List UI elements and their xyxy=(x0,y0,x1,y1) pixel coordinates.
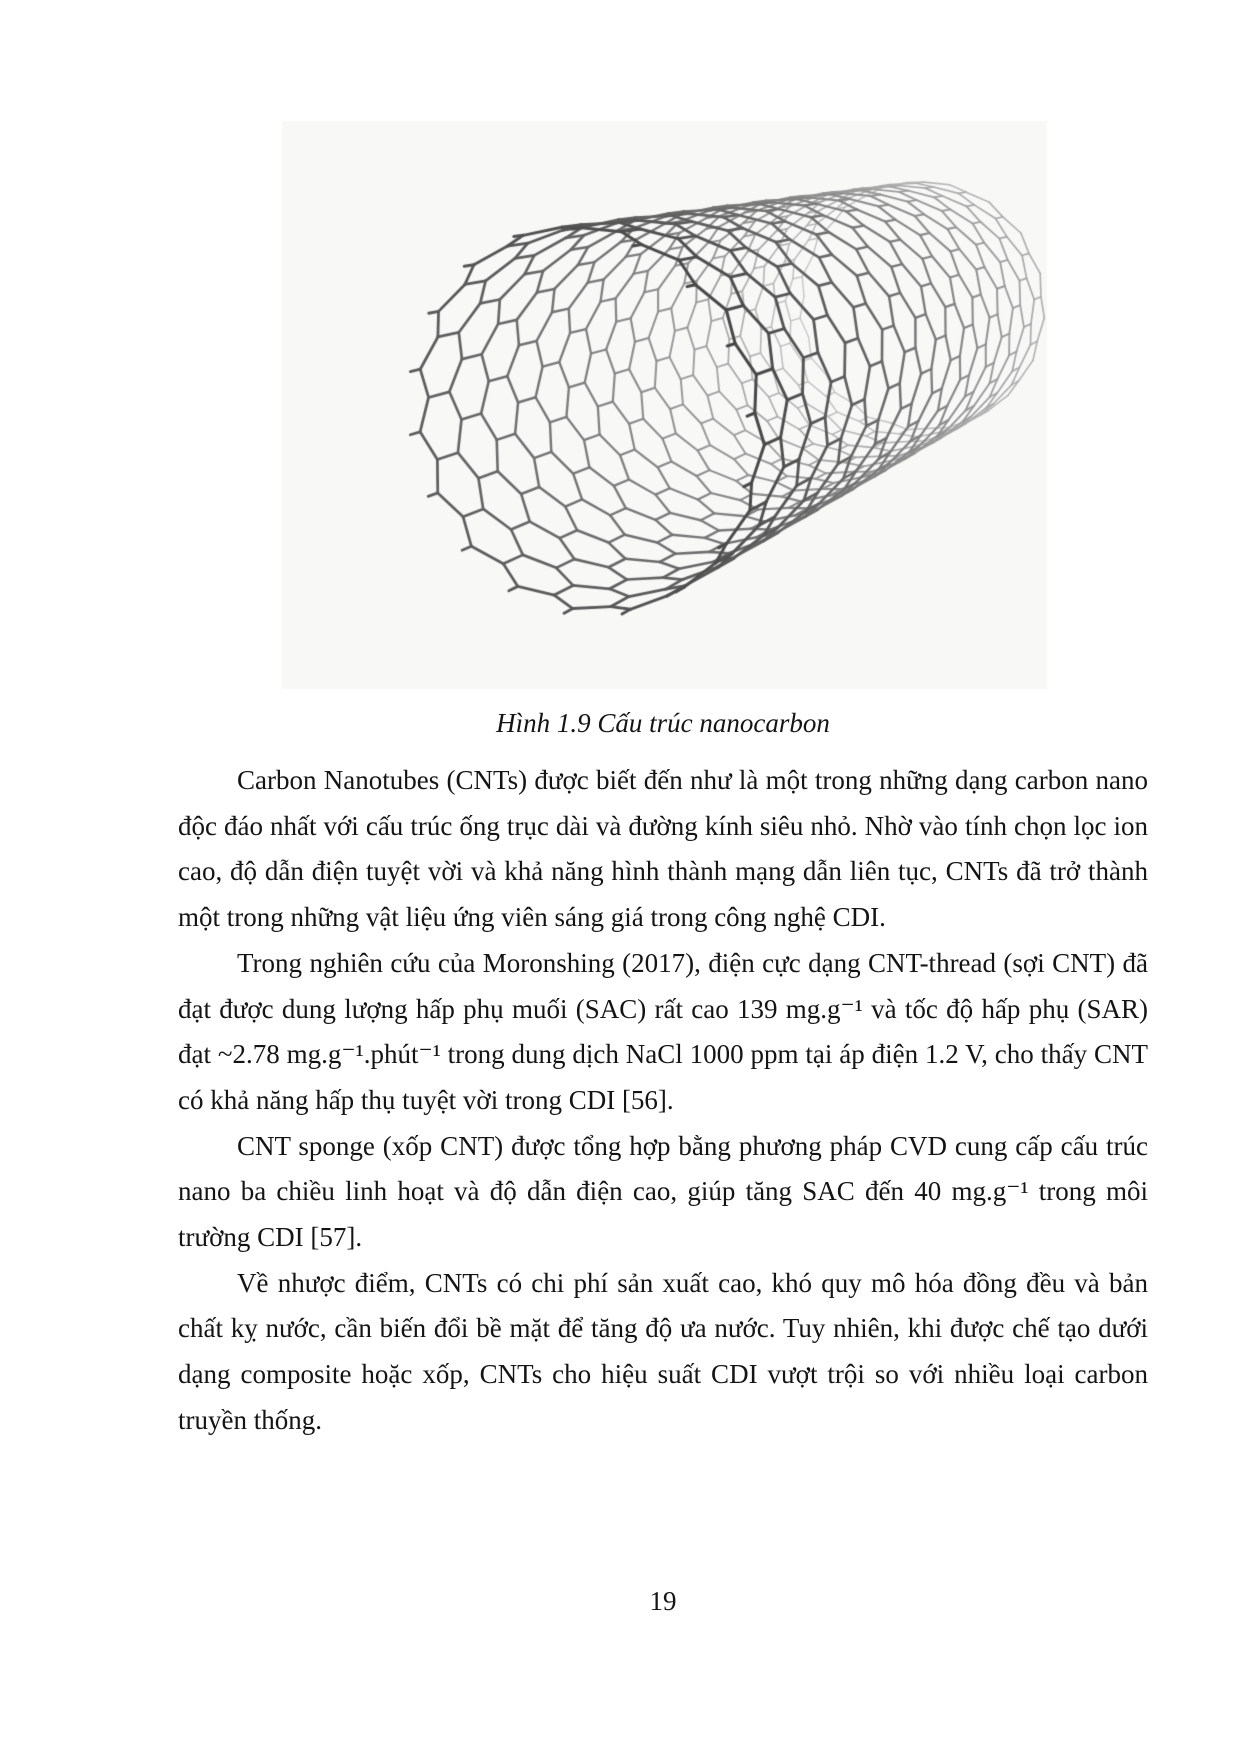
paragraph-cnt-sponge: CNT sponge (xốp CNT) được tổng hợp bằng phương pháp CVD cung cấp cấu trúc nano ba chiều linh hoạt và độ dẫn điện cao, giúp tăng SAC đến 40 mg.g⁻¹ trong môi trường CDI [57]. xyxy=(178,1130,1148,1253)
paragraph-cnt-intro: Carbon Nanotubes (CNTs) được biết đến như là một trong những dạng carbon nano độc đáo nhất với cấu trúc ống trục dài và đường kính siêu nhỏ. Nhờ vào tính chọn lọc ion cao, độ dẫn điện tuyệt vời và khả năng hình thành mạng dẫn liên tục, CNTs đã trở thành một trong những vật liệu ứng viên sáng giá trong công nghệ CDI. xyxy=(178,765,1148,933)
body-text xyxy=(178,758,1148,1444)
paragraph-cnt-drawbacks: Về nhược điểm, CNTs có chi phí sản xuất cao, khó quy mô hóa đồng đều và bản chất kỵ nước, cần biến đổi bề mặt để tăng độ ưa nước. Tuy nhiên, khi được chế tạo dưới dạng composite hoặc xốp, CNTs cho hiệu suất CDI vượt trội so với nhiều loại carbon truyền thống. xyxy=(178,1267,1148,1435)
carbon-nanotube-image xyxy=(282,121,1047,689)
figure-caption: Hình 1.9 Cấu trúc nanocarbon xyxy=(496,708,830,738)
page-number: 19 xyxy=(649,1586,677,1616)
figure-1-9 xyxy=(282,121,1047,689)
paragraph-moronshing: Trong nghiên cứu của Moronshing (2017), điện cực dạng CNT-thread (sợi CNT) đã đạt được dung lượng hấp phụ muối (SAC) rất cao 139 mg.g⁻¹ và tốc độ hấp phụ (SAR) đạt ~2.78 mg.g⁻¹.phút⁻¹ trong dung dịch NaCl 1000 ppm tại áp điện 1.2 V, cho thấy CNT có khả năng hấp thụ tuyệt vời trong CDI [56]. xyxy=(178,947,1148,1115)
